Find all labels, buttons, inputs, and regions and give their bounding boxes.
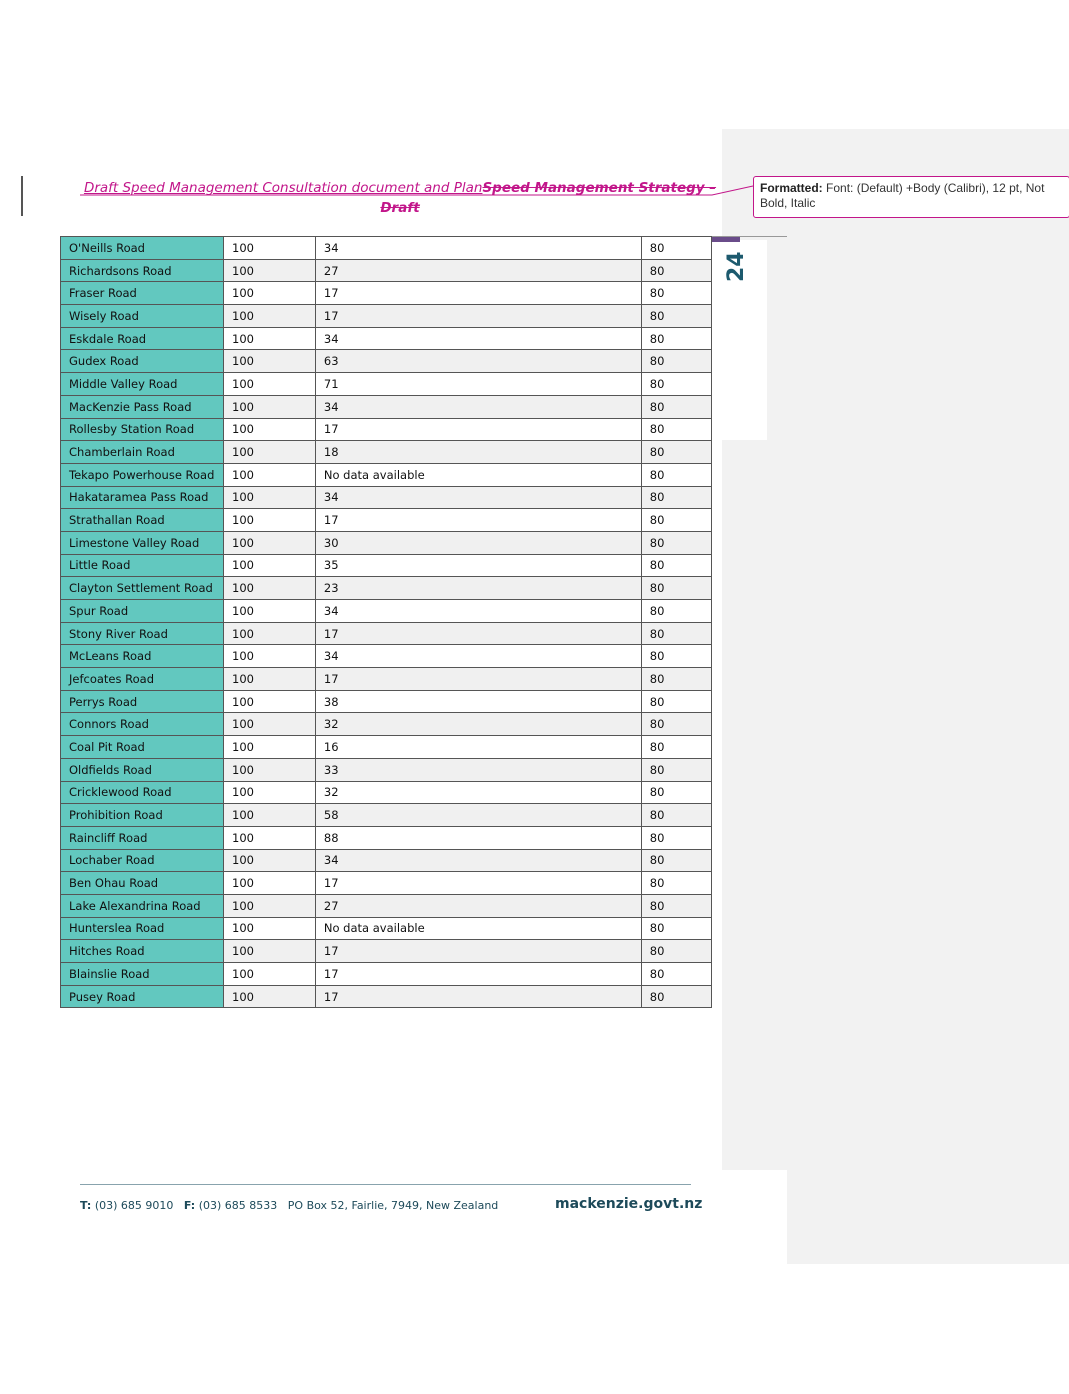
table-cell: 100	[224, 849, 316, 872]
road-name-cell: Connors Road	[61, 713, 224, 736]
table-row	[61, 645, 712, 668]
table-row	[61, 622, 712, 645]
table-cell: 80	[641, 849, 711, 872]
table-cell: 80	[641, 237, 711, 260]
road-name-cell: Fraser Road	[61, 282, 224, 305]
table-cell: 100	[224, 418, 316, 441]
road-name-cell: Oldfields Road	[61, 758, 224, 781]
roads-table	[60, 236, 712, 1008]
table-cell: 32	[315, 781, 641, 804]
table-row	[61, 350, 712, 373]
table-row	[61, 327, 712, 350]
table-cell: 80	[641, 736, 711, 759]
table-row	[61, 781, 712, 804]
page-header[interactable]	[80, 178, 720, 218]
table-cell: 100	[224, 577, 316, 600]
table-cell: 58	[315, 804, 641, 827]
table-cell: 80	[641, 441, 711, 464]
table-row	[61, 849, 712, 872]
table-cell: 80	[641, 486, 711, 509]
table-cell: 27	[315, 894, 641, 917]
table-cell: 38	[315, 690, 641, 713]
footer-contact	[80, 1199, 498, 1212]
table-cell: 17	[315, 622, 641, 645]
page-number-accent	[712, 237, 740, 242]
table-cell: 80	[641, 395, 711, 418]
page-number: 24	[724, 251, 749, 282]
table-row	[61, 395, 712, 418]
table-cell: 100	[224, 668, 316, 691]
table-cell: 34	[315, 849, 641, 872]
road-name-cell: Blainslie Road	[61, 963, 224, 986]
table-cell: 100	[224, 985, 316, 1008]
road-name-cell: Perrys Road	[61, 690, 224, 713]
table-cell: 34	[315, 395, 641, 418]
table-cell: 100	[224, 894, 316, 917]
road-name-cell: Rollesby Station Road	[61, 418, 224, 441]
road-name-cell: MacKenzie Pass Road	[61, 395, 224, 418]
phone-number: (03) 685 9010	[94, 1199, 174, 1212]
table-cell: 80	[641, 963, 711, 986]
road-name-cell: Pusey Road	[61, 985, 224, 1008]
table-cell: 100	[224, 804, 316, 827]
road-name-cell: McLeans Road	[61, 645, 224, 668]
footer-divider	[80, 1184, 691, 1185]
table-row	[61, 963, 712, 986]
road-name-cell: Raincliff Road	[61, 826, 224, 849]
table-cell: 80	[641, 781, 711, 804]
table-cell: 80	[641, 872, 711, 895]
road-name-cell: Hakataramea Pass Road	[61, 486, 224, 509]
table-cell: 80	[641, 622, 711, 645]
table-cell: 23	[315, 577, 641, 600]
table-row	[61, 259, 712, 282]
table-cell: 80	[641, 894, 711, 917]
table-row	[61, 531, 712, 554]
table-cell: 100	[224, 463, 316, 486]
table-cell: 100	[224, 917, 316, 940]
postal-address: PO Box 52, Fairlie, 7949, New Zealand	[287, 1199, 499, 1212]
table-cell: 80	[641, 418, 711, 441]
footer-website[interactable]: mackenzie.govt.nz	[555, 1196, 703, 1212]
table-cell: 34	[315, 237, 641, 260]
table-cell: 100	[224, 395, 316, 418]
header-deleted-text-2: Draft	[380, 200, 420, 216]
road-name-cell: O'Neills Road	[61, 237, 224, 260]
table-row	[61, 917, 712, 940]
table-cell: 100	[224, 373, 316, 396]
table-cell: 100	[224, 554, 316, 577]
road-name-cell: Eskdale Road	[61, 327, 224, 350]
table-row	[61, 826, 712, 849]
road-name-cell: Little Road	[61, 554, 224, 577]
table-cell: 80	[641, 305, 711, 328]
table-cell: 80	[641, 985, 711, 1008]
table-cell: No data available	[315, 463, 641, 486]
table-cell: 80	[641, 668, 711, 691]
table-row	[61, 758, 712, 781]
table-cell: 17	[315, 963, 641, 986]
table-cell: 80	[641, 690, 711, 713]
table-cell: 100	[224, 441, 316, 464]
table-cell: 34	[315, 486, 641, 509]
table-cell: 80	[641, 282, 711, 305]
change-bar	[21, 176, 23, 216]
road-name-cell: Clayton Settlement Road	[61, 577, 224, 600]
table-cell: 34	[315, 327, 641, 350]
road-name-cell: Hitches Road	[61, 940, 224, 963]
table-cell: 100	[224, 305, 316, 328]
table-cell: 27	[315, 259, 641, 282]
table-cell: 100	[224, 259, 316, 282]
table-cell: 80	[641, 509, 711, 532]
table-row	[61, 463, 712, 486]
table-cell: 100	[224, 940, 316, 963]
table-cell: 32	[315, 713, 641, 736]
table-cell: 100	[224, 531, 316, 554]
table-cell: 100	[224, 713, 316, 736]
table-cell: 100	[224, 758, 316, 781]
table-cell: 100	[224, 690, 316, 713]
header-deleted-text: Speed Management Strategy –	[482, 180, 717, 196]
table-cell: 100	[224, 872, 316, 895]
road-name-cell: Tekapo Powerhouse Road	[61, 463, 224, 486]
table-cell: 34	[315, 645, 641, 668]
table-cell: 100	[224, 781, 316, 804]
table-row	[61, 237, 712, 260]
table-cell: 80	[641, 531, 711, 554]
table-cell: 100	[224, 486, 316, 509]
table-cell: 17	[315, 282, 641, 305]
table-cell: 88	[315, 826, 641, 849]
table-cell: 100	[224, 237, 316, 260]
road-name-cell: Middle Valley Road	[61, 373, 224, 396]
table-cell: 17	[315, 872, 641, 895]
road-name-cell: Prohibition Road	[61, 804, 224, 827]
table-row	[61, 282, 712, 305]
table-cell: 80	[641, 917, 711, 940]
table-row	[61, 872, 712, 895]
table-row	[61, 418, 712, 441]
road-name-cell: Stony River Road	[61, 622, 224, 645]
fax-number: (03) 685 8533	[198, 1199, 278, 1212]
table-row	[61, 305, 712, 328]
road-name-cell: Chamberlain Road	[61, 441, 224, 464]
road-name-cell: Spur Road	[61, 600, 224, 623]
table-row	[61, 554, 712, 577]
table-cell: 71	[315, 373, 641, 396]
road-name-cell: Ben Ohau Road	[61, 872, 224, 895]
table-cell: 100	[224, 645, 316, 668]
phone-label: T:	[80, 1199, 92, 1212]
table-cell: 80	[641, 554, 711, 577]
table-cell: 100	[224, 826, 316, 849]
table-row	[61, 600, 712, 623]
road-name-cell: Limestone Valley Road	[61, 531, 224, 554]
comment-label: Formatted:	[760, 181, 823, 195]
road-name-cell: Lochaber Road	[61, 849, 224, 872]
table-cell: 80	[641, 940, 711, 963]
table-cell: 80	[641, 373, 711, 396]
table-cell: 17	[315, 305, 641, 328]
table-row	[61, 713, 712, 736]
table-cell: 80	[641, 600, 711, 623]
table-cell: 63	[315, 350, 641, 373]
road-name-cell: Strathallan Road	[61, 509, 224, 532]
table-row	[61, 577, 712, 600]
road-name-cell: Richardsons Road	[61, 259, 224, 282]
table-cell: 17	[315, 668, 641, 691]
table-cell: 100	[224, 736, 316, 759]
road-name-cell: Hunterslea Road	[61, 917, 224, 940]
table-row	[61, 804, 712, 827]
road-name-cell: Jefcoates Road	[61, 668, 224, 691]
table-cell: 100	[224, 350, 316, 373]
table-cell: 80	[641, 577, 711, 600]
table-cell: 17	[315, 418, 641, 441]
table-row	[61, 373, 712, 396]
table-cell: 100	[224, 600, 316, 623]
format-comment-balloon[interactable]	[753, 176, 1069, 218]
table-row	[61, 940, 712, 963]
table-cell: 80	[641, 758, 711, 781]
table-cell: 17	[315, 509, 641, 532]
table-row	[61, 894, 712, 917]
table-cell: 34	[315, 600, 641, 623]
table-cell: 17	[315, 985, 641, 1008]
road-name-cell: Cricklewood Road	[61, 781, 224, 804]
table-cell: 80	[641, 259, 711, 282]
roads-table-body	[61, 237, 712, 1008]
table-cell: 80	[641, 327, 711, 350]
table-cell: 80	[641, 713, 711, 736]
comment-text: Font: (Default) +Body (Calibri), 12 pt, Not Bold, Italic	[760, 181, 1045, 210]
comment-pane	[722, 129, 1069, 1264]
table-cell: 100	[224, 509, 316, 532]
table-cell: 16	[315, 736, 641, 759]
table-cell: 80	[641, 804, 711, 827]
table-cell: 80	[641, 826, 711, 849]
table-row	[61, 668, 712, 691]
table-cell: No data available	[315, 917, 641, 940]
table-cell: 30	[315, 531, 641, 554]
table-cell: 17	[315, 940, 641, 963]
table-cell: 35	[315, 554, 641, 577]
table-cell: 100	[224, 622, 316, 645]
fax-label: F:	[183, 1199, 196, 1212]
table-row	[61, 736, 712, 759]
road-name-cell: Gudex Road	[61, 350, 224, 373]
table-cell: 18	[315, 441, 641, 464]
table-row	[61, 985, 712, 1008]
table-cell: 80	[641, 350, 711, 373]
table-cell: 100	[224, 282, 316, 305]
table-row	[61, 441, 712, 464]
table-cell: 33	[315, 758, 641, 781]
table-cell: 100	[224, 963, 316, 986]
table-cell: 80	[641, 645, 711, 668]
page-edge	[722, 1170, 787, 1264]
table-row	[61, 690, 712, 713]
road-name-cell: Coal Pit Road	[61, 736, 224, 759]
road-name-cell: Wisely Road	[61, 305, 224, 328]
header-inserted-text: Draft Speed Management Consultation document and Plan	[83, 180, 483, 196]
table-cell: 80	[641, 463, 711, 486]
road-name-cell: Lake Alexandrina Road	[61, 894, 224, 917]
table-row	[61, 486, 712, 509]
table-cell: 100	[224, 327, 316, 350]
table-row	[61, 509, 712, 532]
